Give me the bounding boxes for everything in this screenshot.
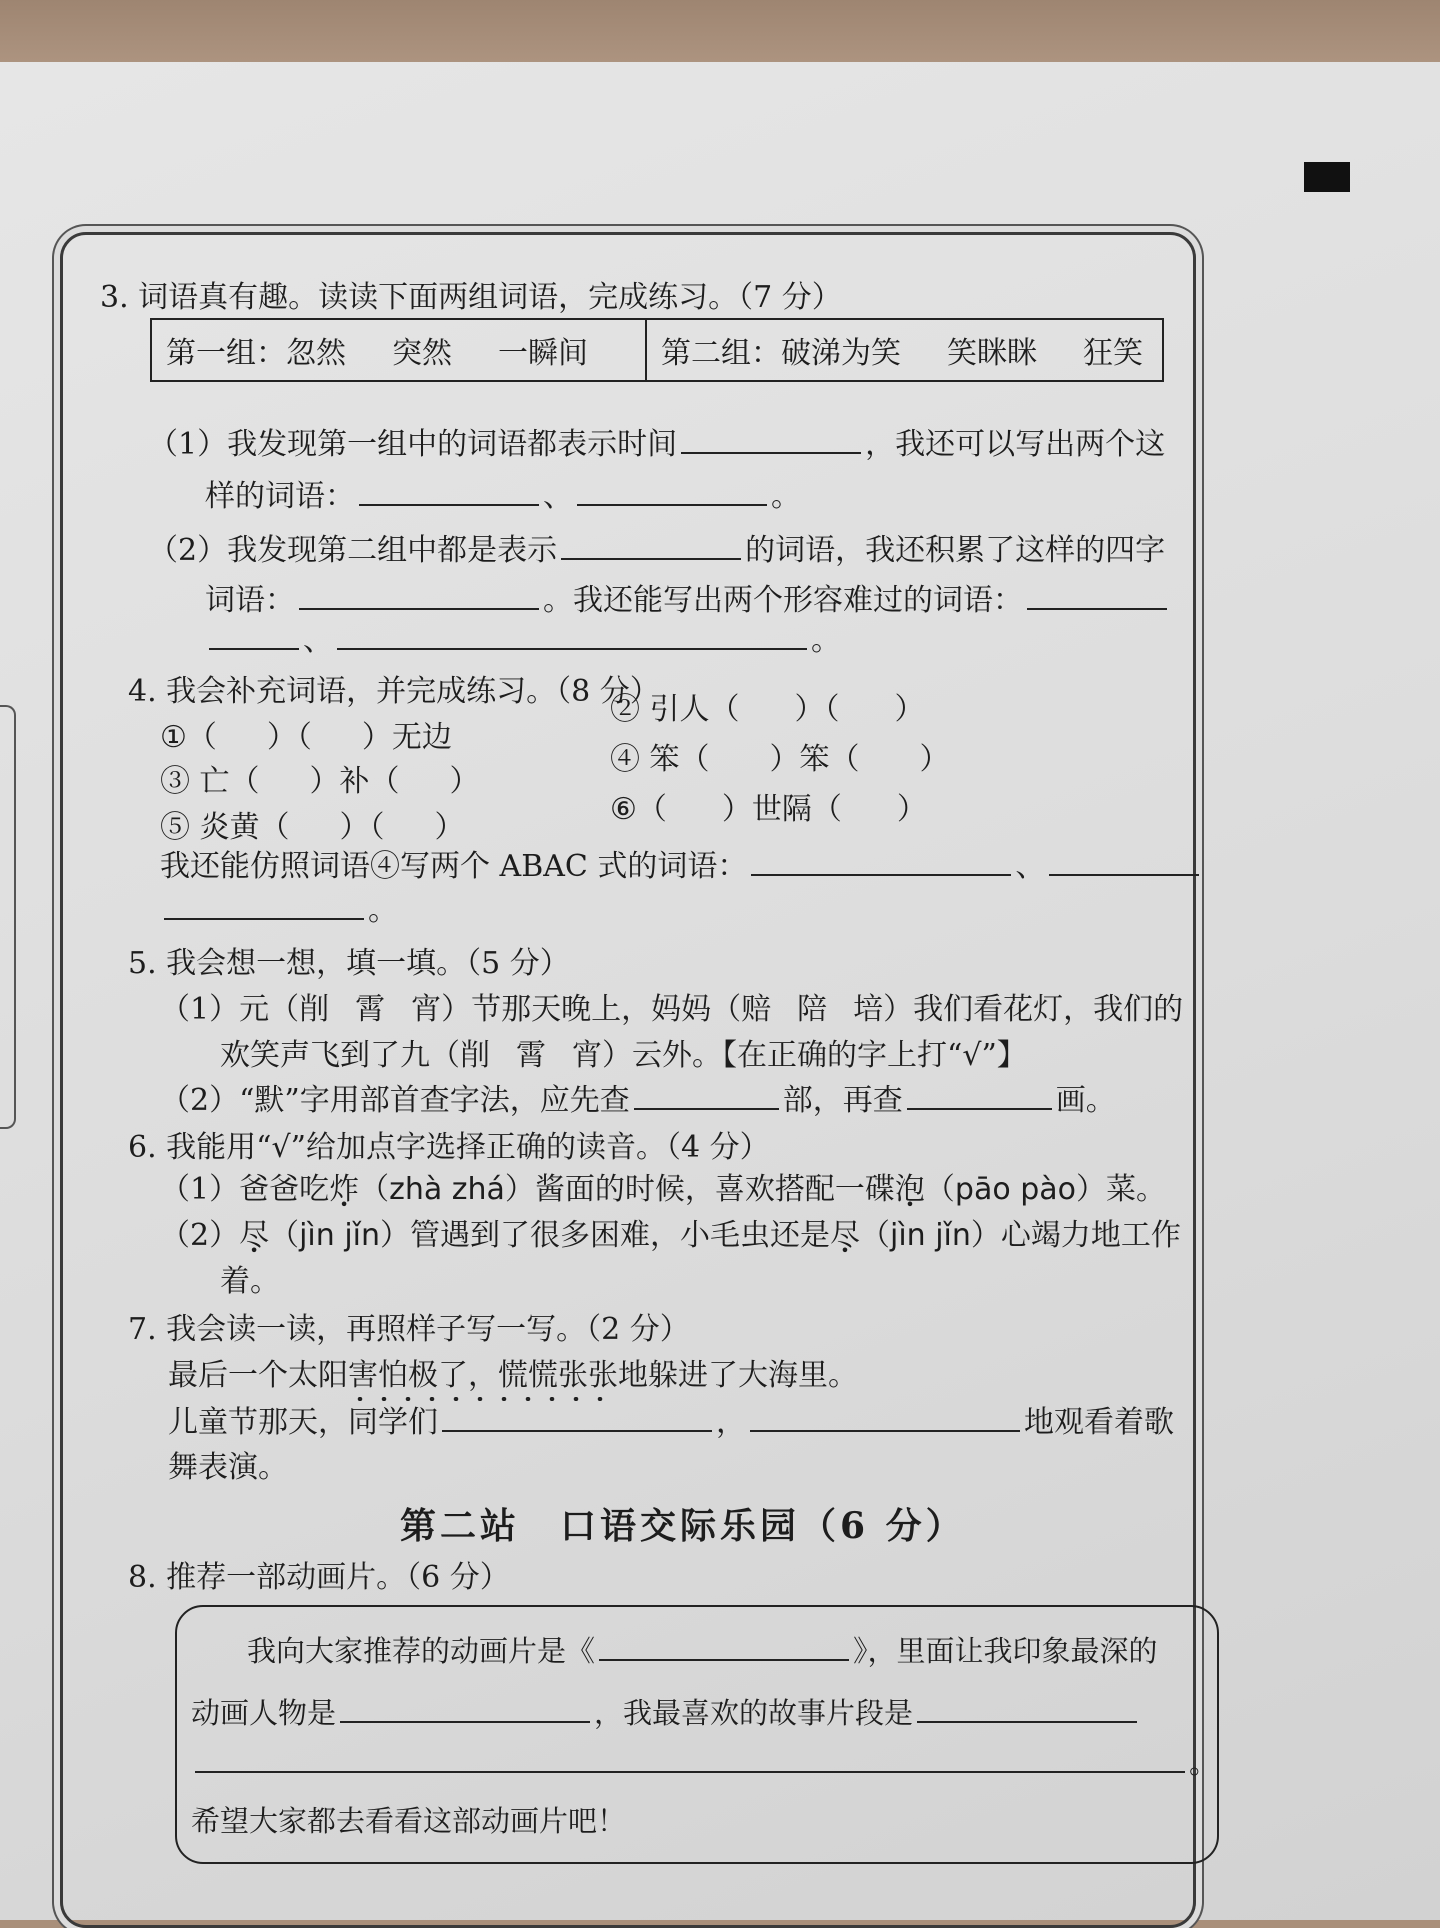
q7-example [168,1356,858,1396]
q6-part2-cont: 着。 [220,1264,280,1299]
rec-line-3 [191,1741,1218,1783]
answer-blank[interactable] [442,1400,712,1432]
q4-text: ） [894,692,925,727]
q3-part1-text: 样的词语： [205,479,355,514]
answer-blank[interactable] [1049,844,1199,876]
q4-item-4 [610,740,950,780]
q4-text: ④ 笨（ [610,742,710,777]
q3-part2-line1 [148,528,1165,571]
q7-fill-cont: 舞表演。 [168,1450,288,1485]
q4-text: ⑤ 炎黄（ [160,810,290,845]
answer-blank[interactable] [1027,578,1167,610]
q4-item-5 [160,808,465,848]
q7-text: 地观看着歌 [1024,1405,1174,1440]
group2-word: 狂笑 [1083,336,1143,371]
choice-char: 霄 [355,992,386,1027]
q4-text: ）笨（ [769,742,860,777]
q3-part1-text: ，我还可以写出两个这 [865,427,1166,462]
dotted-char: 泡 [894,1172,925,1207]
answer-blank[interactable] [907,1078,1052,1110]
choice-char: 陪 [797,992,828,1027]
period: 。 [1189,1746,1219,1780]
q4-text: ） [919,742,950,777]
q4-abac-text: 我还能仿照词语④写两个 ABAC 式的词语： [160,849,748,884]
q7-text: 儿童节那天，同学们 [168,1405,438,1440]
word-group-1 [152,320,647,380]
q3-part2-text: 的词语，我还积累了这样的四字 [745,533,1166,568]
q4-item-1 [160,718,452,758]
q4-abac-line [160,844,1203,887]
q4-text: ）（ [794,692,840,727]
answer-blank[interactable] [164,888,364,920]
q3-part2-line2 [205,578,1171,621]
q5-text: 宵）节那天晚上，妈妈（赔 [411,992,772,1027]
answer-blank[interactable] [359,474,539,506]
answer-blank[interactable] [750,1400,1020,1432]
q4-item-3 [160,762,480,802]
dotted-char: 炸 [329,1172,360,1207]
q6-part2 [160,1216,1181,1256]
q5-part1-line2 [220,1036,1027,1076]
rec-line-2 [191,1691,1141,1733]
q3-part2-text: 词语： [205,583,295,618]
q4-text: ） [449,764,480,799]
q3-part2-text: （2）我发现第二组中都是表示 [148,533,558,568]
q3-part2-line3 [205,618,841,661]
period: 。 [368,893,398,928]
q4-text: ）无边 [361,720,452,755]
period: 。 [771,479,801,514]
answer-blank[interactable] [195,1741,1185,1773]
dotted-char: 尽 [239,1218,270,1253]
dotted-char: 尽 [830,1218,860,1253]
rec-text: 》，里面让我印象最深的 [853,1634,1158,1668]
q4-text: ） [434,810,465,845]
separator: 、 [303,623,333,658]
q5-text: 部，再查 [782,1083,903,1118]
q4-text: ）世隔（ [721,792,842,827]
section-title: 第二站 口语交际乐园（6 分） [400,1505,966,1547]
separator: 、 [1015,849,1046,884]
q6-text: （jìn jǐn）心竭力地工作 [860,1218,1181,1253]
q7-title: 7. 我会读一读，再照样子写一写。（2 分） [128,1312,690,1347]
q4-item-2 [610,690,925,730]
answer-blank[interactable] [337,618,807,650]
answer-blank[interactable] [561,528,741,560]
q6-text: （zhà zhá）酱面的时候，喜欢搭配一碟 [359,1172,895,1207]
q7-text: 最后一个太阳 [168,1358,348,1393]
q5-text: （2）“默”字用部首查字法，应先查 [160,1083,630,1118]
rec-text: ，我最喜欢的故事片段是 [594,1696,914,1730]
answer-blank[interactable] [917,1691,1137,1723]
q5-text: 欢笑声飞到了九（削 [220,1038,490,1073]
group2-word: 笑眯眯 [947,336,1037,371]
q7-text: 地躲进了大海里。 [618,1358,858,1393]
answer-blank[interactable] [577,474,767,506]
rec-text: 动画人物是 [191,1696,337,1730]
answer-blank[interactable] [209,618,299,650]
q3-part1-line1 [148,422,1165,465]
answer-blank[interactable] [751,844,1011,876]
rec-line-4: 希望大家都去看看这部动画片吧！ [191,1804,627,1838]
q5-part2 [160,1078,1116,1121]
q4-text: ）补（ [309,764,400,799]
word-group-2 [647,320,1157,380]
q4-text: ⑥（ [610,792,667,827]
q4-item-6 [610,790,927,830]
q5-text: （1）元（削 [160,992,330,1027]
q3-part2-text: 。我还能写出两个形容难过的词语： [543,583,1023,618]
answer-blank[interactable] [681,422,861,454]
q5-part1-line1 [160,990,1183,1030]
q6-title: 6. 我能用“√”给加点字选择正确的读音。（4 分） [128,1130,770,1165]
answer-blank[interactable] [340,1691,590,1723]
q6-text: （jìn jǐn）管遇到了很多困难，小毛虫还是 [269,1218,830,1253]
group1-word: 一瞬间 [498,336,588,371]
q5-text: 宵）云外。【在正确的字上打“√”】 [572,1038,1027,1073]
printer-mark [1304,162,1350,192]
q4-text: ）（ [339,810,385,845]
q4-abac-line2 [160,888,398,931]
group1-label: 第一组：忽然 [166,336,346,371]
q4-text: ）（ [266,720,312,755]
q7-fill [168,1400,1174,1443]
answer-blank[interactable] [299,578,539,610]
rec-line-1 [247,1629,1158,1671]
period: 。 [811,623,841,658]
q5-text: 培）我们看花灯，我们的 [853,992,1184,1027]
group1-word: 突然 [392,336,452,371]
q6-text: （pāo pào）菜。 [924,1172,1167,1207]
adjacent-page-edge [0,705,16,1129]
q4-text: ） [896,792,927,827]
choice-char: 霄 [516,1038,546,1073]
q6-text: （1）爸爸吃 [160,1172,330,1207]
rec-text: 我向大家推荐的动画片是《 [247,1634,596,1668]
q3-part1-line2 [205,474,801,517]
q4-text: ③ 亡（ [160,764,260,799]
answer-blank[interactable] [634,1078,779,1110]
answer-blank[interactable] [599,1629,849,1661]
q4-text: ①（ [160,720,217,755]
q3-part1-text: （1）我发现第一组中的词语都表示时间 [148,427,678,462]
q4-title: 4. 我会补充词语，并完成练习。（8 分） [128,674,660,709]
dotted-phrase: 害怕极了，慌慌张张 [348,1358,618,1393]
q5-title: 5. 我会想一想，填一填。（5 分） [128,946,570,981]
q6-text: （2） [160,1218,240,1253]
separator: 、 [543,479,573,514]
separator: ， [716,1405,746,1440]
q3-title: 3. 词语真有趣。读读下面两组词语，完成练习。（7 分） [100,280,842,315]
q5-text: 画。 [1055,1083,1116,1118]
q4-text: ② 引人（ [610,692,740,727]
word-group-box [150,318,1164,382]
q8-title: 8. 推荐一部动画片。（6 分） [128,1560,510,1595]
recommendation-box [175,1605,1219,1864]
q6-part1 [160,1170,1166,1210]
group2-label: 第二组：破涕为笑 [661,336,901,371]
